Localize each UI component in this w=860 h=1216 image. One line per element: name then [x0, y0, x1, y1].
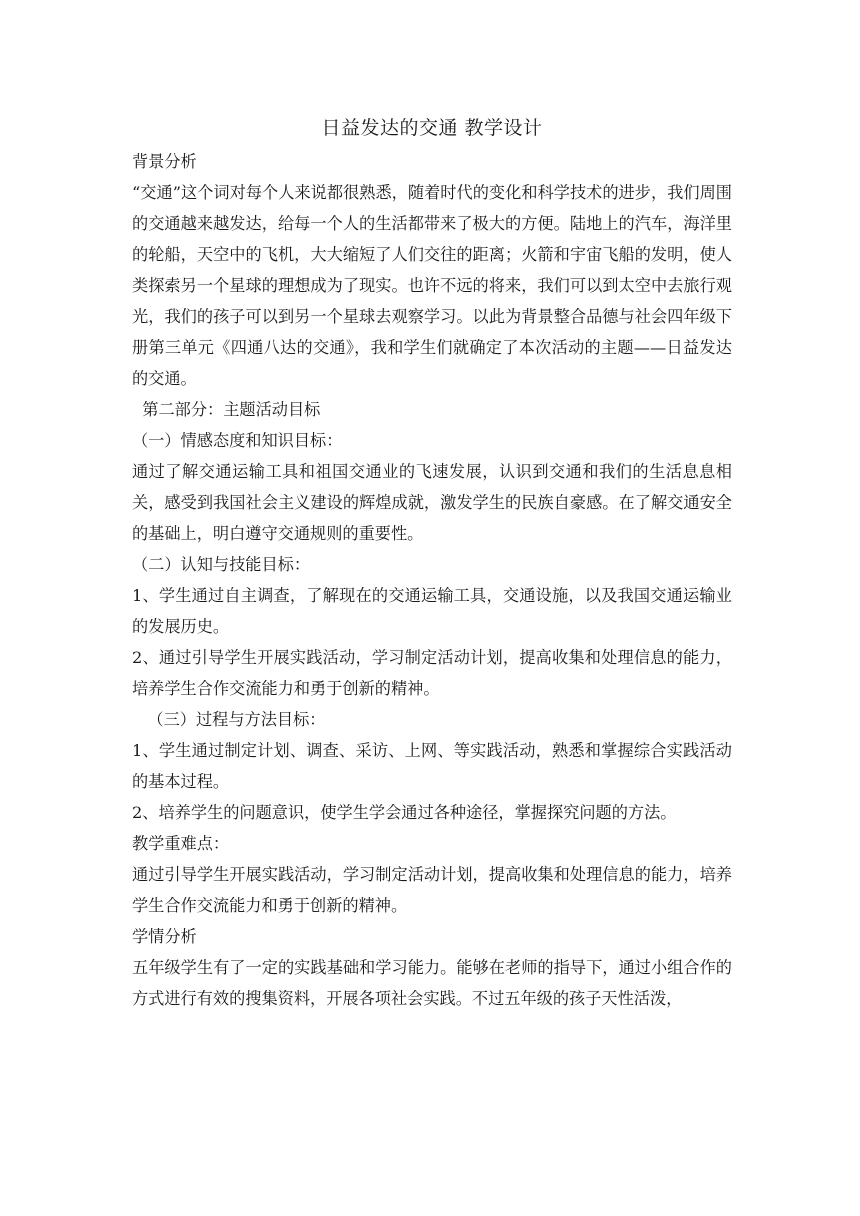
learner-analysis-paragraph: 五年级学生有了一定的实践基础和学习能力。能够在老师的指导下，通过小组合作的方式进行有效的搜集资料，开展各项社会实践。不过五年级的孩子天性活泼，	[132, 958, 732, 1008]
goal2-item-1: 1、学生通过自主调查，了解现在的交通运输工具，交通设施，以及我国交通运输业的发展历史。	[132, 586, 732, 636]
document-page	[132, 110, 732, 1014]
part2-heading: 第二部分：主题活动目标	[132, 400, 321, 419]
goal1-paragraph: 通过了解交通运输工具和祖国交通业的飞速发展，认识到交通和我们的生活息息相关，感受到我国社会主义建设的辉煌成就，激发学生的民族自豪感。在了解交通安全的基础上，明白遵守交通规则的重要性。	[132, 462, 732, 543]
background-paragraph: “交通”这个词对每个人来说都很熟悉，随着时代的变化和科学技术的进步，我们周围的交通越来越发达，给每一个人的生活都带来了极大的方便。陆地上的汽车，海洋里的轮船，天空中的飞机，大大缩短了人们交往的距离；火箭和宇宙飞船的发明，使人类探索另一个星球的理想成为了现实。也许不远的将来，我们可以到太空中去旅行观光，我们的孩子可以到另一个星球去观察学习。以此为背景整合品德与社会四年级下册第三单元《四通八达的交通》，我和学生们就确定了本次活动的主题——日益发达的交通。	[132, 183, 732, 388]
goal2-item-2: 2、通过引导学生开展实践活动，学习制定活动计划，提高收集和处理信息的能力，培养学生合作交流能力和勇于创新的精神。	[132, 648, 732, 698]
goal3-item-2: 2、培养学生的问题意识，使学生学会通过各种途径，掌握探究问题的方法。	[132, 803, 677, 822]
background-heading: 背景分析	[132, 152, 197, 171]
key-points-paragraph: 通过引导学生开展实践活动，学习制定活动计划，提高收集和处理信息的能力，培养学生合作交流能力和勇于创新的精神。	[132, 865, 732, 915]
goal2-heading: （二）认知与技能目标：	[132, 555, 311, 574]
goal3-heading: （三）过程与方法目标：	[132, 710, 326, 729]
document-title: 日益发达的交通 教学设计	[321, 117, 543, 139]
key-points-heading: 教学重难点：	[132, 834, 230, 853]
goal1-heading: （一）情感态度和知识目标：	[132, 431, 343, 450]
learner-analysis-heading: 学情分析	[132, 927, 197, 946]
goal3-item-1: 1、学生通过制定计划、调查、采访、上网、等实践活动，熟悉和掌握综合实践活动的基本过程。	[132, 741, 732, 791]
